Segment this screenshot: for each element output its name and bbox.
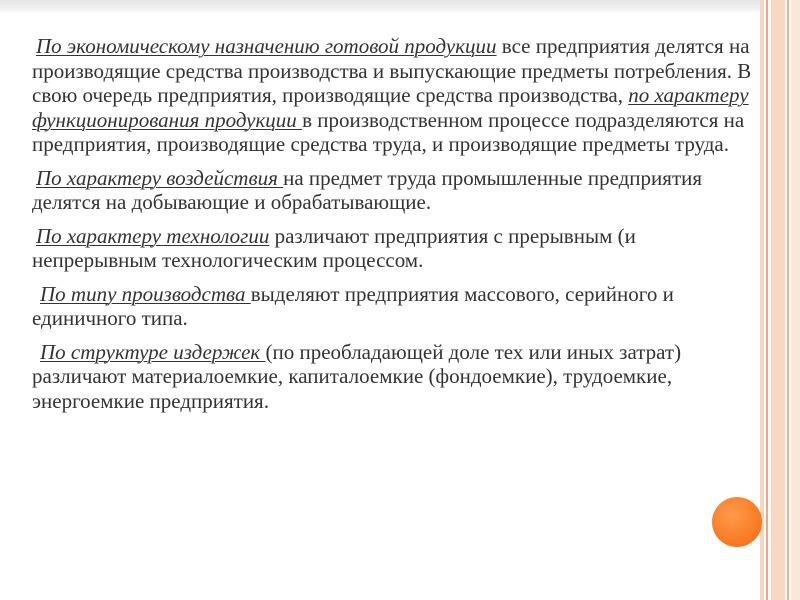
decorative-stripe bbox=[766, 0, 768, 600]
top-band bbox=[0, 0, 760, 14]
term-technology-nature: По характеру технологии bbox=[36, 223, 270, 248]
paragraph-text: на предмет труда промышленные предприятия делятся на добывающие и обрабатывающие. bbox=[32, 165, 703, 214]
orange-circle-decoration bbox=[712, 497, 762, 547]
term-economic-purpose: По экономическому назначению готовой продукции bbox=[36, 34, 497, 58]
paragraph-impact-nature bbox=[32, 166, 762, 215]
term-cost-structure: По структуре издержек bbox=[40, 339, 266, 364]
paragraph-text: (по преобладающей доле тех или иных затрат) различают материалоемкие, капиталоемкие (фондоемкие), трудоемкие, энергоемкие предприятия. bbox=[32, 339, 682, 413]
paragraph-production-type bbox=[32, 282, 762, 331]
paragraph-text: различают предприятия с прерывным (и непрерывным технологическим процессом. bbox=[32, 223, 636, 272]
paragraph-text: в производственном процессе подразделяются на предприятия, производящие средства труда, и производящие предметы труда. bbox=[32, 107, 745, 156]
paragraph-technology-nature bbox=[32, 224, 762, 273]
paragraph-economic-purpose bbox=[32, 34, 762, 157]
decorative-stripe bbox=[787, 0, 789, 600]
paragraph-cost-structure bbox=[32, 340, 762, 414]
term-product-function: по характеру функционирования продукции bbox=[32, 83, 749, 132]
decorative-stripe bbox=[771, 0, 785, 600]
decorative-stripe bbox=[791, 0, 800, 600]
term-impact-nature: По характеру воздействия bbox=[36, 165, 284, 190]
term-production-type: По типу производства bbox=[40, 281, 251, 306]
slide-body bbox=[32, 34, 762, 422]
paragraph-text: выделяют предприятия массового, серийного и единичного типа. bbox=[32, 281, 674, 330]
paragraph-text: все предприятия делятся на производящие средства производства и выпускающие предметы потребления. В свою очередь предприятия, производящие средства производства, bbox=[32, 34, 752, 107]
